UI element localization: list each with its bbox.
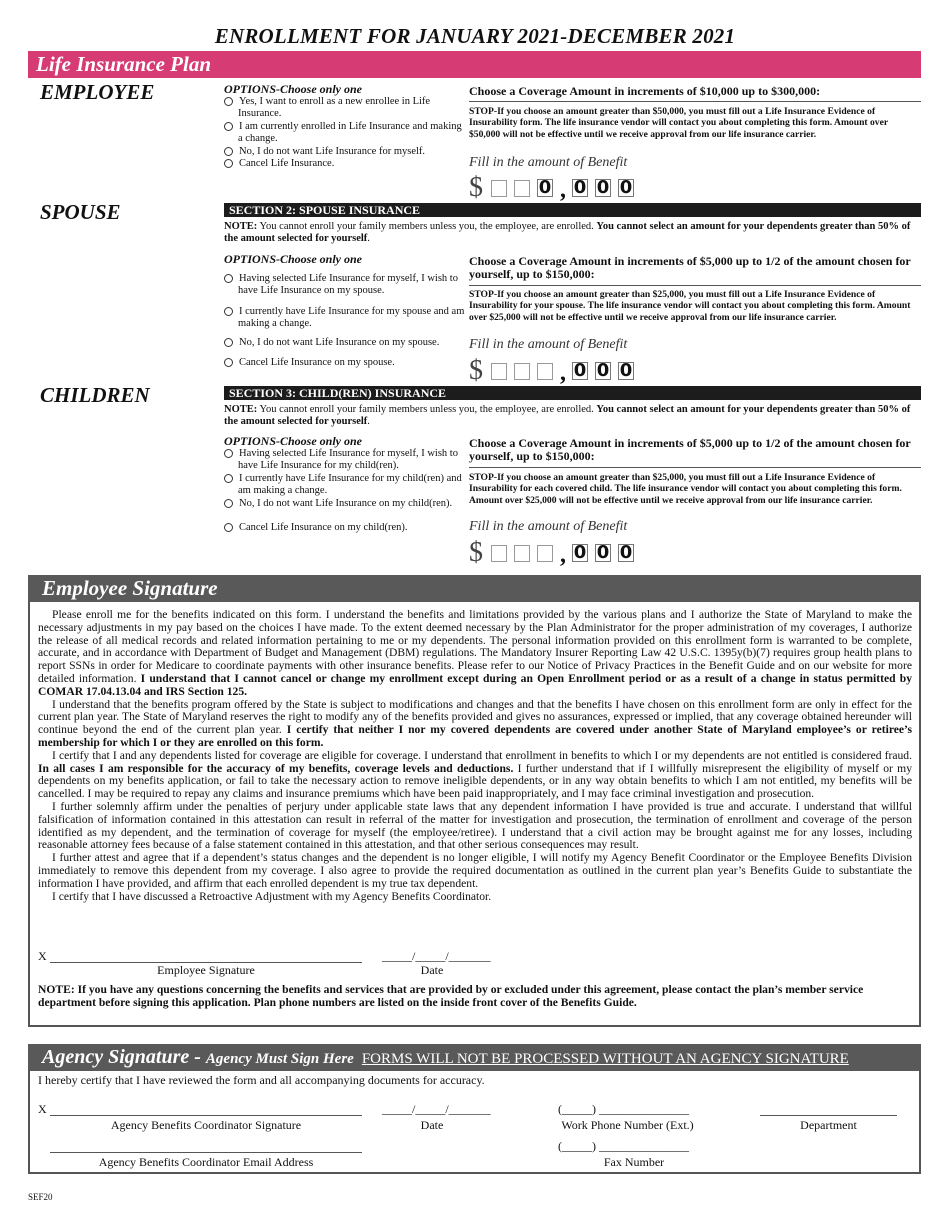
children-option-cancel[interactable]: Cancel Life Insurance on my child(ren).	[224, 522, 468, 534]
spouse-note: NOTE: You cannot enroll your family members unless you, the employee, are enrolled. You cannot select an amount for your dependents greater than 50% of the amount selected for yourself.	[224, 221, 911, 244]
amount-zero: 0	[596, 542, 610, 563]
dollar-sign: $	[469, 537, 483, 568]
department-caption: Department	[800, 1118, 857, 1132]
amount-digit-box[interactable]	[491, 180, 507, 197]
paragraph: I further attest and agree that if a dependent’s status changes and the dependent is no longer eligible, I will notify my Agency Benefit Coordinator or the Employee Benefits Division immediately to remove this dependent from my coverage. I also agree to provide the required documentation as outlined in the current plan year’s Benefits Guide to substantiate the information I have provided, and affirm that each enrolled dependent is my true tax dependent.	[38, 851, 912, 890]
x-mark: X	[38, 949, 47, 963]
radio-icon[interactable]	[224, 307, 233, 316]
amount-zero: 0	[538, 177, 552, 198]
children-label: CHILDREN	[40, 383, 150, 407]
employee-option-change[interactable]: I am currently enrolled in Life Insurance and making a change.	[224, 121, 468, 145]
spouse-coverage-head: Choose a Coverage Amount in increments of $5,000 up to 1/2 of the amount chosen for yourself, up to $150,000:	[469, 254, 911, 281]
children-fill-label: Fill in the amount of Benefit	[469, 519, 628, 534]
children-amount-field[interactable]	[469, 537, 641, 569]
spouse-amount-field[interactable]	[469, 355, 641, 387]
amount-comma: ,	[560, 542, 566, 568]
form-code: SEF20	[28, 1192, 53, 1202]
paragraph: I certify that I and any dependents listed for coverage are eligible for coverage. I understand that enrollment in benefits to which I or my dependents are not entitled is considered fraud. In all cases I am responsible for the accuracy of my benefits, coverage levels and deductions. I further understand that if I willfully misrepresent the eligibility of myself or my dependents on my benefits application, or fail to take the necessary action to remove ineligible dependents, or in any way obtain benefits to which I am not entitled, my benefits will be cancelled. I may be required to repay any claims and insurance premiums which have been paid inappropriately, and I may face criminal investigation and prosecution.	[38, 748, 912, 801]
amount-zero: 0	[573, 542, 587, 563]
amount-zero: 0	[573, 177, 587, 198]
children-coverage-head: Choose a Coverage Amount in increments of $5,000 up to 1/2 of the amount chosen for yourself, up to $150,000:	[469, 436, 911, 463]
radio-icon[interactable]	[224, 523, 233, 532]
spouse-option-decline[interactable]: No, I do not want Life Insurance on my spouse.	[224, 337, 468, 349]
paragraph: I further solemnly affirm under the penalties of perjury under applicable state laws that any dependent information I have provided is true and accurate. I understand that willful falsification of information contained in this attestation can result in referral of the matter for investigation and prosecution, the termination of enrollment and coverage of the person identified as my dependent, and the termination of coverage for myself (the employee/retiree). I understand that a civil action may be brought against me for any losses, including reasonable attorney fees because of a false statement contained in this attestation, and that other serious consequences may result.	[38, 799, 912, 852]
children-option-change[interactable]: I currently have Life Insurance for my child(ren) and am making a change.	[224, 473, 468, 497]
amount-zero: 0	[619, 177, 633, 198]
amount-digit-box[interactable]	[491, 363, 507, 380]
employee-date-field[interactable]: _____/_____/_______	[382, 949, 491, 963]
spouse-stop-text: STOP-If you choose an amount greater than $25,000, you must fill out a Life Insurance Evidence of Insurability for your spouse. The life insurance vendor will contact you about completing this form. Amount over $25,000 will not be effective until we receive approval from our life insurance carrier.	[469, 289, 911, 323]
agency-signature-bar: Agency Signature - Agency Must Sign Here FORMS WILL NOT BE PROCESSED WITHOUT AN AGENCY SIGNATURE	[28, 1044, 921, 1071]
children-option-decline[interactable]: No, I do not want Life Insurance on my child(ren).	[224, 498, 468, 510]
email-caption: Agency Benefits Coordinator Email Address	[98, 1155, 314, 1169]
divider	[469, 285, 921, 286]
children-stop-text: STOP-If you choose an amount greater than $25,000, you must fill out a Life Insurance Evidence of Insurability for each covered child. The life insurance vendor will contact you about completing this form. Amount over $25,000 will not be effective until we receive approval from our life insurance carrier.	[469, 472, 902, 506]
amount-digit-box[interactable]	[514, 363, 530, 380]
paragraph: Please enroll me for the benefits indicated on this form. I understand the benefits and limitations provided by the various plans and I authorize the State of Maryland to make the necessary adjustments in my pay based on the choices I have made. To the extent deemed necessary by the Plan Administrator for the proper administration of my coverages, I authorize the release of all medical records and related information pertaining to me or my dependents. The personal information provided on this enrollment form is warranted to be complete, accurate, and in accordance with Department of Budget and Management (DBM) regulations. The Mandatory Insurer Reporting Law 42 U.S.C. 1395y(b)(7) requires group health plans to report SSNs in order for Medicare to coordinate payments with other insurance benefits. Please refer to our Notice of Privacy Practices in the Benefit Guide and on our website for more detailed information. I understand that I cannot cancel or change my enrollment except during an Open Enrollment period or as a result of a change in status permitted by COMAR 17.04.13.04 and IRS Section 125.	[38, 608, 912, 698]
amount-zero: 0	[573, 360, 587, 381]
fax-caption: Fax Number	[603, 1155, 665, 1169]
employee-signature-caption: Employee Signature	[157, 963, 255, 977]
radio-icon[interactable]	[224, 338, 233, 347]
amount-zero: 0	[596, 177, 610, 198]
employee-options-head: OPTIONS-Choose only one	[224, 82, 363, 96]
employee-signature-text	[38, 609, 912, 903]
amount-digit-box[interactable]	[537, 363, 553, 380]
dollar-sign: $	[469, 355, 483, 386]
employee-option-new[interactable]: Yes, I want to enroll as a new enrollee in Life Insurance.	[224, 96, 468, 120]
spouse-section-bar: SECTION 2: SPOUSE INSURANCE	[224, 203, 921, 217]
divider	[469, 467, 921, 468]
employee-option-decline[interactable]: No, I do not want Life Insurance for myself.	[224, 146, 468, 158]
spouse-option-enroll[interactable]: Having selected Life Insurance for myself, I wish to have Life Insurance on my spouse.	[224, 273, 468, 297]
radio-icon[interactable]	[224, 122, 233, 131]
spouse-option-change[interactable]: I currently have Life Insurance for my spouse and am making a change.	[224, 306, 468, 330]
agency-date-caption: Date	[420, 1118, 444, 1132]
page-title: ENROLLMENT FOR JANUARY 2021-DECEMBER 2021	[214, 24, 736, 48]
paragraph: I certify that I have discussed a Retroactive Adjustment with my Agency Benefits Coordinator.	[52, 889, 492, 903]
employee-coverage-head: Choose a Coverage Amount in increments of $10,000 up to $300,000:	[469, 84, 821, 98]
agency-signature-line[interactable]	[50, 1115, 362, 1116]
amount-digit-box[interactable]	[491, 545, 507, 562]
amount-zero: 0	[619, 542, 633, 563]
children-section-bar: SECTION 3: CHILD(REN) INSURANCE	[224, 386, 921, 400]
children-option-enroll[interactable]: Having selected Life Insurance for myself, I wish to have Life Insurance for my child(ren).	[224, 448, 468, 472]
amount-digit-box[interactable]	[514, 545, 530, 562]
radio-icon[interactable]	[224, 449, 233, 458]
amount-digit-box[interactable]	[537, 545, 553, 562]
radio-icon[interactable]	[224, 97, 233, 106]
agency-certify-text: I hereby certify that I have reviewed the form and all accompanying documents for accuracy.	[38, 1073, 485, 1087]
amount-zero: 0	[619, 360, 633, 381]
fax-field[interactable]: (_____) _______________	[558, 1139, 689, 1153]
children-options-head: OPTIONS-Choose only one	[224, 434, 363, 448]
plan-header-bar: Life Insurance Plan	[28, 51, 921, 78]
spouse-label: SPOUSE	[40, 200, 121, 224]
radio-icon[interactable]	[224, 358, 233, 367]
spouse-fill-label: Fill in the amount of Benefit	[469, 337, 628, 352]
agency-signature-caption: Agency Benefits Coordinator Signature	[110, 1118, 302, 1132]
spouse-option-cancel[interactable]: Cancel Life Insurance on my spouse.	[224, 357, 468, 369]
amount-digit-box[interactable]	[514, 180, 530, 197]
work-phone-field[interactable]: (_____) _______________	[558, 1102, 689, 1116]
employee-label: EMPLOYEE	[40, 80, 155, 104]
radio-icon[interactable]	[224, 159, 233, 168]
paragraph: I understand that the benefits program offered by the State is subject to modifications and changes and that the benefits I have chosen on this enrollment form are only in effect for the current plan year. The State of Maryland reserves the right to modify any of the benefits provided and gives no assurances, expressed or implied, that any coverage obtained hereunder will continue beyond the end of the current plan year. I certify that neither I nor my covered dependents are covered under another State of Maryland employee’s or retiree’s membership for which I or they are enrolled on this form.	[38, 697, 912, 749]
employee-amount-field[interactable]	[469, 172, 641, 204]
amount-comma: ,	[560, 360, 566, 386]
amount-comma: ,	[560, 177, 566, 203]
divider	[469, 101, 921, 102]
agency-date-field[interactable]: _____/_____/_______	[382, 1102, 491, 1116]
radio-icon[interactable]	[224, 474, 233, 483]
employee-fill-label: Fill in the amount of Benefit	[469, 155, 628, 170]
dollar-sign: $	[469, 172, 483, 203]
work-phone-caption: Work Phone Number (Ext.)	[561, 1118, 694, 1132]
radio-icon[interactable]	[224, 147, 233, 156]
email-line[interactable]	[50, 1152, 362, 1153]
employee-stop-text: STOP-If you choose an amount greater than $50,000, you must fill out a Life Insurance Evidence of Insurability form. The life insurance vendor will contact you about completing this form. Amount over $50,000 will not be effective until we receive approval from our life insurance carrier.	[469, 106, 888, 140]
radio-icon[interactable]	[224, 274, 233, 283]
employee-signature-bar: Employee Signature	[28, 575, 921, 602]
x-mark: X	[38, 1102, 47, 1116]
employee-date-caption: Date	[420, 963, 444, 977]
department-line[interactable]	[760, 1115, 897, 1116]
radio-icon[interactable]	[224, 499, 233, 508]
spouse-options-head: OPTIONS-Choose only one	[224, 252, 363, 266]
employee-option-cancel[interactable]: Cancel Life Insurance.	[224, 158, 468, 170]
amount-zero: 0	[596, 360, 610, 381]
children-note: NOTE: You cannot enroll your family members unless you, the employee, are enrolled. You cannot select an amount for your dependents greater than 50% of the amount selected for yourself.	[224, 404, 911, 427]
employee-signature-note: NOTE: If you have any questions concerning the benefits and services that are provided by or excluded under this agreement, please contact the plan’s member service department before signing this application. Plan phone numbers are listed on the inside front cover of the Benefits Guide.	[38, 983, 864, 1009]
